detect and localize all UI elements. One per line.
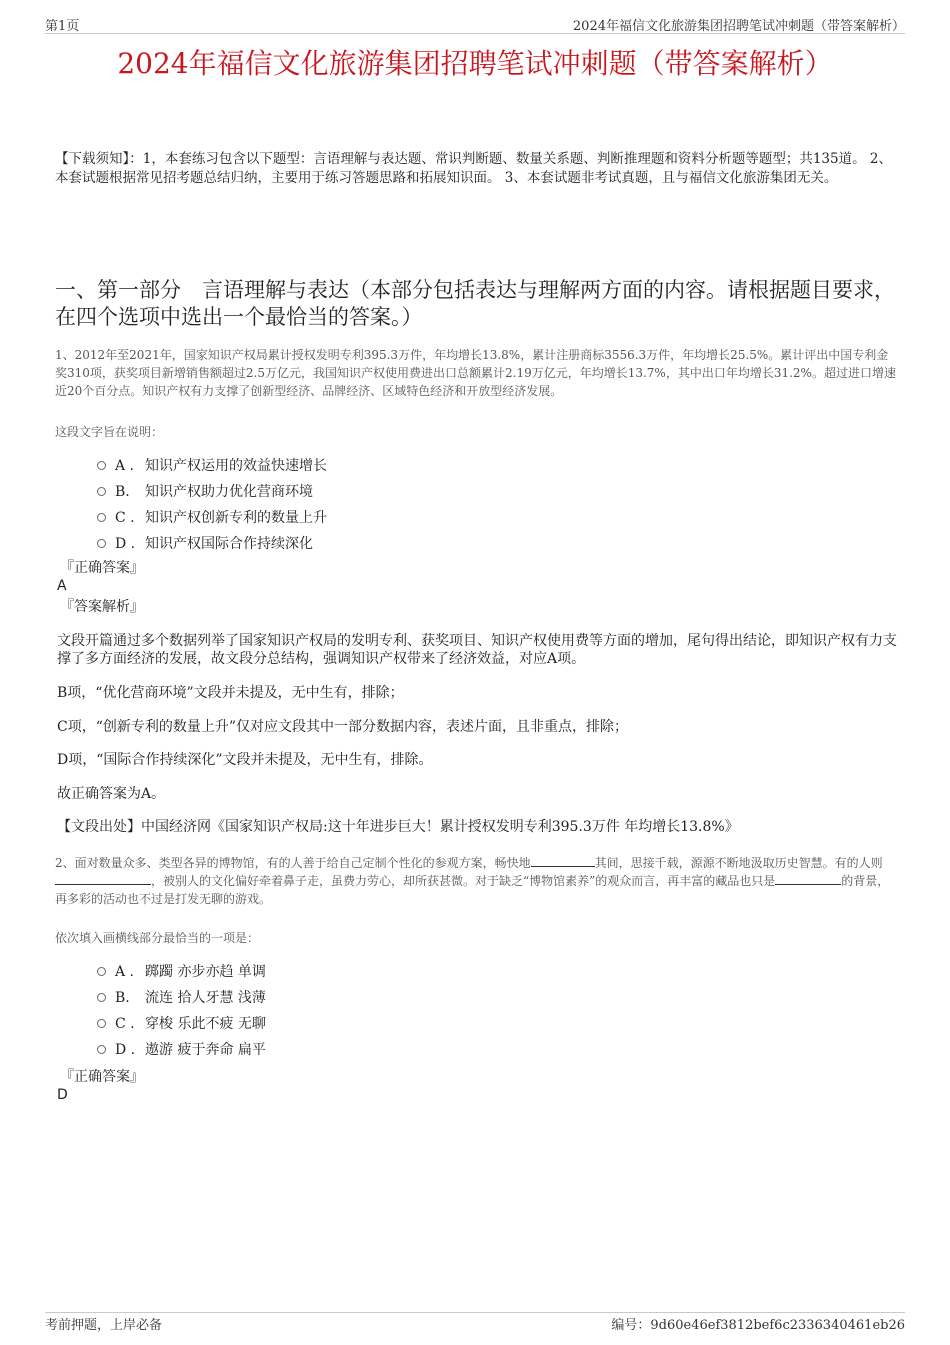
q2-answer-label: 『正确答案』 xyxy=(60,1069,144,1085)
q1-answer-label: 『正确答案』 xyxy=(60,560,144,576)
page-number-label: 第1页 xyxy=(45,19,80,34)
fill-blank-3 xyxy=(775,872,841,885)
document-title: 2024年福信文化旅游集团招聘笔试冲刺题（带答案解析） xyxy=(117,47,833,80)
option-letter: D . xyxy=(115,536,136,552)
q1-analysis-option-d: D项，“国际合作持续深化”文段并未提及，无中生有，排除。 xyxy=(57,752,433,768)
option-text: 知识产权创新专利的数量上升 xyxy=(145,510,327,526)
fill-blank-2 xyxy=(55,872,151,885)
option-letter: C . xyxy=(115,1016,135,1032)
text-segment: ，被别人的文化偏好牵着鼻子走，虽费力劳心，却所获甚微。对于缺乏“博物馆素养”的观众而言，再丰富的藏品也只是 xyxy=(151,874,776,888)
question-1-prompt: 这段文字旨在说明： xyxy=(55,425,164,439)
option-letter: B. xyxy=(115,990,130,1006)
radio-icon[interactable] xyxy=(97,461,106,470)
option-text: 知识产权运用的效益快速增长 xyxy=(145,458,327,474)
q2-option-a[interactable] xyxy=(97,962,266,982)
q1-option-b[interactable] xyxy=(97,482,313,502)
q1-answer-value: A xyxy=(57,578,67,594)
radio-icon[interactable] xyxy=(97,487,106,496)
radio-icon[interactable] xyxy=(97,1019,106,1028)
radio-icon[interactable] xyxy=(97,1045,106,1054)
section-heading: 一、第一部分 言语理解与表达（本部分包括表达与理解两方面的内容。请根据题目要求，在四个选项中选出一个最恰当的答案。） xyxy=(55,278,895,329)
question-2-prompt: 依次填入画横线部分最恰当的一项是： xyxy=(55,931,260,945)
footer-document-id: 编号：9d60e46ef3812bef6c2336340461eb26 xyxy=(611,1318,905,1333)
q1-analysis-option-c: C项，“创新专利的数量上升”仅对应文段其中一部分数据内容，表述片面，且非重点，排除； xyxy=(57,719,629,735)
q1-analysis-conclusion: 故正确答案为A。 xyxy=(57,786,166,802)
fill-blank-1 xyxy=(531,854,595,867)
q2-option-d[interactable] xyxy=(97,1040,266,1060)
q2-option-c[interactable] xyxy=(97,1014,266,1034)
option-letter: D . xyxy=(115,1042,136,1058)
text-segment: 其间，思接千载，源源不断地汲取历史智慧。有的人则 xyxy=(594,856,883,870)
radio-icon[interactable] xyxy=(97,993,106,1002)
q1-option-d[interactable] xyxy=(97,534,313,554)
running-header-title: 2024年福信文化旅游集团招聘笔试冲刺题（带答案解析） xyxy=(572,19,905,34)
text-segment: 2、面对数量众多、类型各异的博物馆，有的人善于给自己定制个性化的参观方案，畅快地 xyxy=(55,856,531,870)
option-text: 流连 拾人牙慧 浅薄 xyxy=(145,990,266,1006)
question-1-text: 1、2012年至2021年，国家知识产权局累计授权发明专利395.3万件，年均增长13.8%，累计注册商标3556.3万件，年均增长25.5%。累计评出中国专利金奖310项，获奖项目新增销售额超过2.5万亿元，我国知识产权使用费进出口总额累计2.19万亿元，年均增长13.7%，其中出口年均增长31.2%。超过进口增速近20个百分点。知识产权有力支撑了创新型经济、品牌经济、区域特色经济和开放型经济发展。 xyxy=(55,348,896,398)
option-letter: A . xyxy=(115,458,135,474)
footer-divider xyxy=(45,1312,905,1313)
radio-icon[interactable] xyxy=(97,539,106,548)
question-2-text xyxy=(55,854,900,908)
q1-option-c[interactable] xyxy=(97,508,327,528)
option-letter: C . xyxy=(115,510,135,526)
q1-source-citation: 【文段出处】中国经济网《国家知识产权局:这十年进步巨大！累计授权发明专利395.3万件 年均增长13.8%》 xyxy=(57,819,739,835)
option-text: 知识产权助力优化营商环境 xyxy=(145,484,313,500)
q1-analysis-option-b: B项，“优化营商环境”文段并未提及，无中生有，排除； xyxy=(57,685,404,701)
q2-answer-value: D xyxy=(57,1087,68,1103)
radio-icon[interactable] xyxy=(97,967,106,976)
q1-analysis-paragraph: 文段开篇通过多个数据列举了国家知识产权局的发明专利、获奖项目、知识产权使用费等方面的增加，尾句得出结论，即知识产权有力支撑了多方面经济的发展，故文段分总结构，强调知识产权带来了经济效益，对应A项。 xyxy=(57,633,897,667)
q2-option-b[interactable] xyxy=(97,988,266,1008)
q1-option-a[interactable] xyxy=(97,456,327,476)
option-text: 遨游 疲于奔命 扁平 xyxy=(145,1042,266,1058)
header-divider xyxy=(45,33,905,34)
option-letter: B. xyxy=(115,484,130,500)
option-text: 知识产权国际合作持续深化 xyxy=(145,536,313,552)
option-text: 踯躅 亦步亦趋 单调 xyxy=(145,964,266,980)
q1-analysis-label: 『答案解析』 xyxy=(60,599,144,615)
text-segment: 的背景，再多彩的活动也不过是打发无聊的游戏。 xyxy=(55,874,890,906)
radio-icon[interactable] xyxy=(97,513,106,522)
footer-slogan: 考前押题，上岸必备 xyxy=(45,1318,163,1333)
option-text: 穿梭 乐此不疲 无聊 xyxy=(145,1016,266,1032)
download-notice: 【下载须知】：1，本套练习包含以下题型：言语理解与表达题、常识判断题、数量关系题、判断推理题和资料分析题等题型；共135道。 2、本套试题根据常见招考题总结归纳，主要用于练习答题思路和拓展知识面。 3、本套试题非考试真题，且与福信文化旅游集团无关。 xyxy=(55,151,892,186)
option-letter: A . xyxy=(115,964,135,980)
